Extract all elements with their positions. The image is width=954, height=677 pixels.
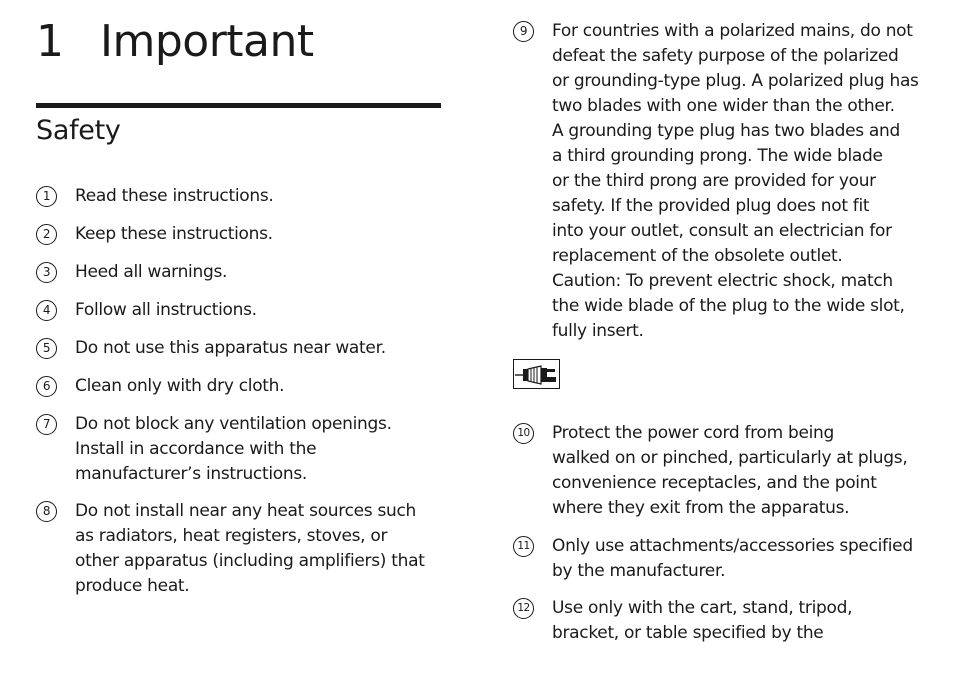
- list-item: [513, 534, 913, 584]
- item-number: 1: [36, 186, 57, 207]
- item-number: 6: [36, 376, 57, 397]
- item-line: manufacturer’s instructions.: [75, 464, 307, 484]
- item-number: 2: [36, 224, 57, 245]
- chapter-heading: [36, 14, 314, 70]
- item-line: the wide blade of the plug to the wide slot,: [552, 296, 905, 316]
- item-number: 12: [513, 598, 534, 619]
- item-line: by the manufacturer.: [552, 561, 726, 581]
- list-item: [36, 336, 386, 361]
- item-line: or grounding-type plug. A polarized plug has: [552, 71, 919, 91]
- list-item: [513, 421, 907, 521]
- chapter-title: Important: [100, 16, 314, 67]
- item-line: fully insert.: [552, 321, 644, 341]
- item-line: where they exit from the apparatus.: [552, 498, 850, 518]
- chapter-number: 1: [36, 16, 64, 67]
- item-line: two blades with one wider than the other.: [552, 96, 895, 116]
- item-line: as radiators, heat registers, stoves, or: [75, 526, 388, 546]
- item-line: walked on or pinched, particularly at plugs,: [552, 448, 908, 468]
- item-line: or the third prong are provided for your: [552, 171, 876, 191]
- item-line: Use only with the cart, stand, tripod,: [552, 598, 853, 618]
- list-item: [36, 222, 273, 247]
- polarized-plug-icon: [513, 359, 560, 389]
- item-number: 3: [36, 262, 57, 283]
- list-item: [36, 298, 257, 323]
- item-line: defeat the safety purpose of the polarized: [552, 46, 899, 66]
- item-number: 5: [36, 338, 57, 359]
- heading-rule: [36, 103, 441, 108]
- item-line: Caution: To prevent electric shock, match: [552, 271, 893, 291]
- list-item: [513, 596, 852, 646]
- item-line: a third grounding prong. The wide blade: [552, 146, 883, 166]
- item-line: safety. If the provided plug does not fit: [552, 196, 870, 216]
- item-number: 9: [513, 21, 534, 42]
- item-line: Do not install near any heat sources such: [75, 501, 417, 521]
- list-item: [513, 19, 919, 344]
- item-line: bracket, or table specified by the: [552, 623, 824, 643]
- list-item: [36, 374, 284, 399]
- item-line: Follow all instructions.: [75, 300, 257, 320]
- item-line: produce heat.: [75, 576, 190, 596]
- section-title: Safety: [36, 115, 121, 146]
- item-line: Heed all warnings.: [75, 262, 228, 282]
- item-number: 7: [36, 414, 57, 435]
- item-line: Only use attachments/accessories specified: [552, 536, 913, 556]
- item-line: other apparatus (including amplifiers) that: [75, 551, 425, 571]
- item-line: Keep these instructions.: [75, 224, 273, 244]
- list-item: [36, 412, 392, 487]
- item-number: 10: [513, 423, 534, 444]
- item-line: Do not block any ventilation openings.: [75, 414, 392, 434]
- list-item: [36, 260, 227, 285]
- item-number: 11: [513, 536, 534, 557]
- list-item: [36, 499, 425, 599]
- item-line: For countries with a polarized mains, do not: [552, 21, 913, 41]
- item-line: replacement of the obsolete outlet.: [552, 246, 843, 266]
- item-line: Clean only with dry cloth.: [75, 376, 285, 396]
- item-line: convenience receptacles, and the point: [552, 473, 877, 493]
- item-line: Read these instructions.: [75, 186, 274, 206]
- item-line: Do not use this apparatus near water.: [75, 338, 386, 358]
- item-line: A grounding type plug has two blades and: [552, 121, 900, 141]
- list-item: [36, 184, 274, 209]
- item-line: Install in accordance with the: [75, 439, 317, 459]
- item-line: into your outlet, consult an electrician for: [552, 221, 892, 241]
- item-number: 4: [36, 300, 57, 321]
- item-number: 8: [36, 501, 57, 522]
- item-line: Protect the power cord from being: [552, 423, 834, 443]
